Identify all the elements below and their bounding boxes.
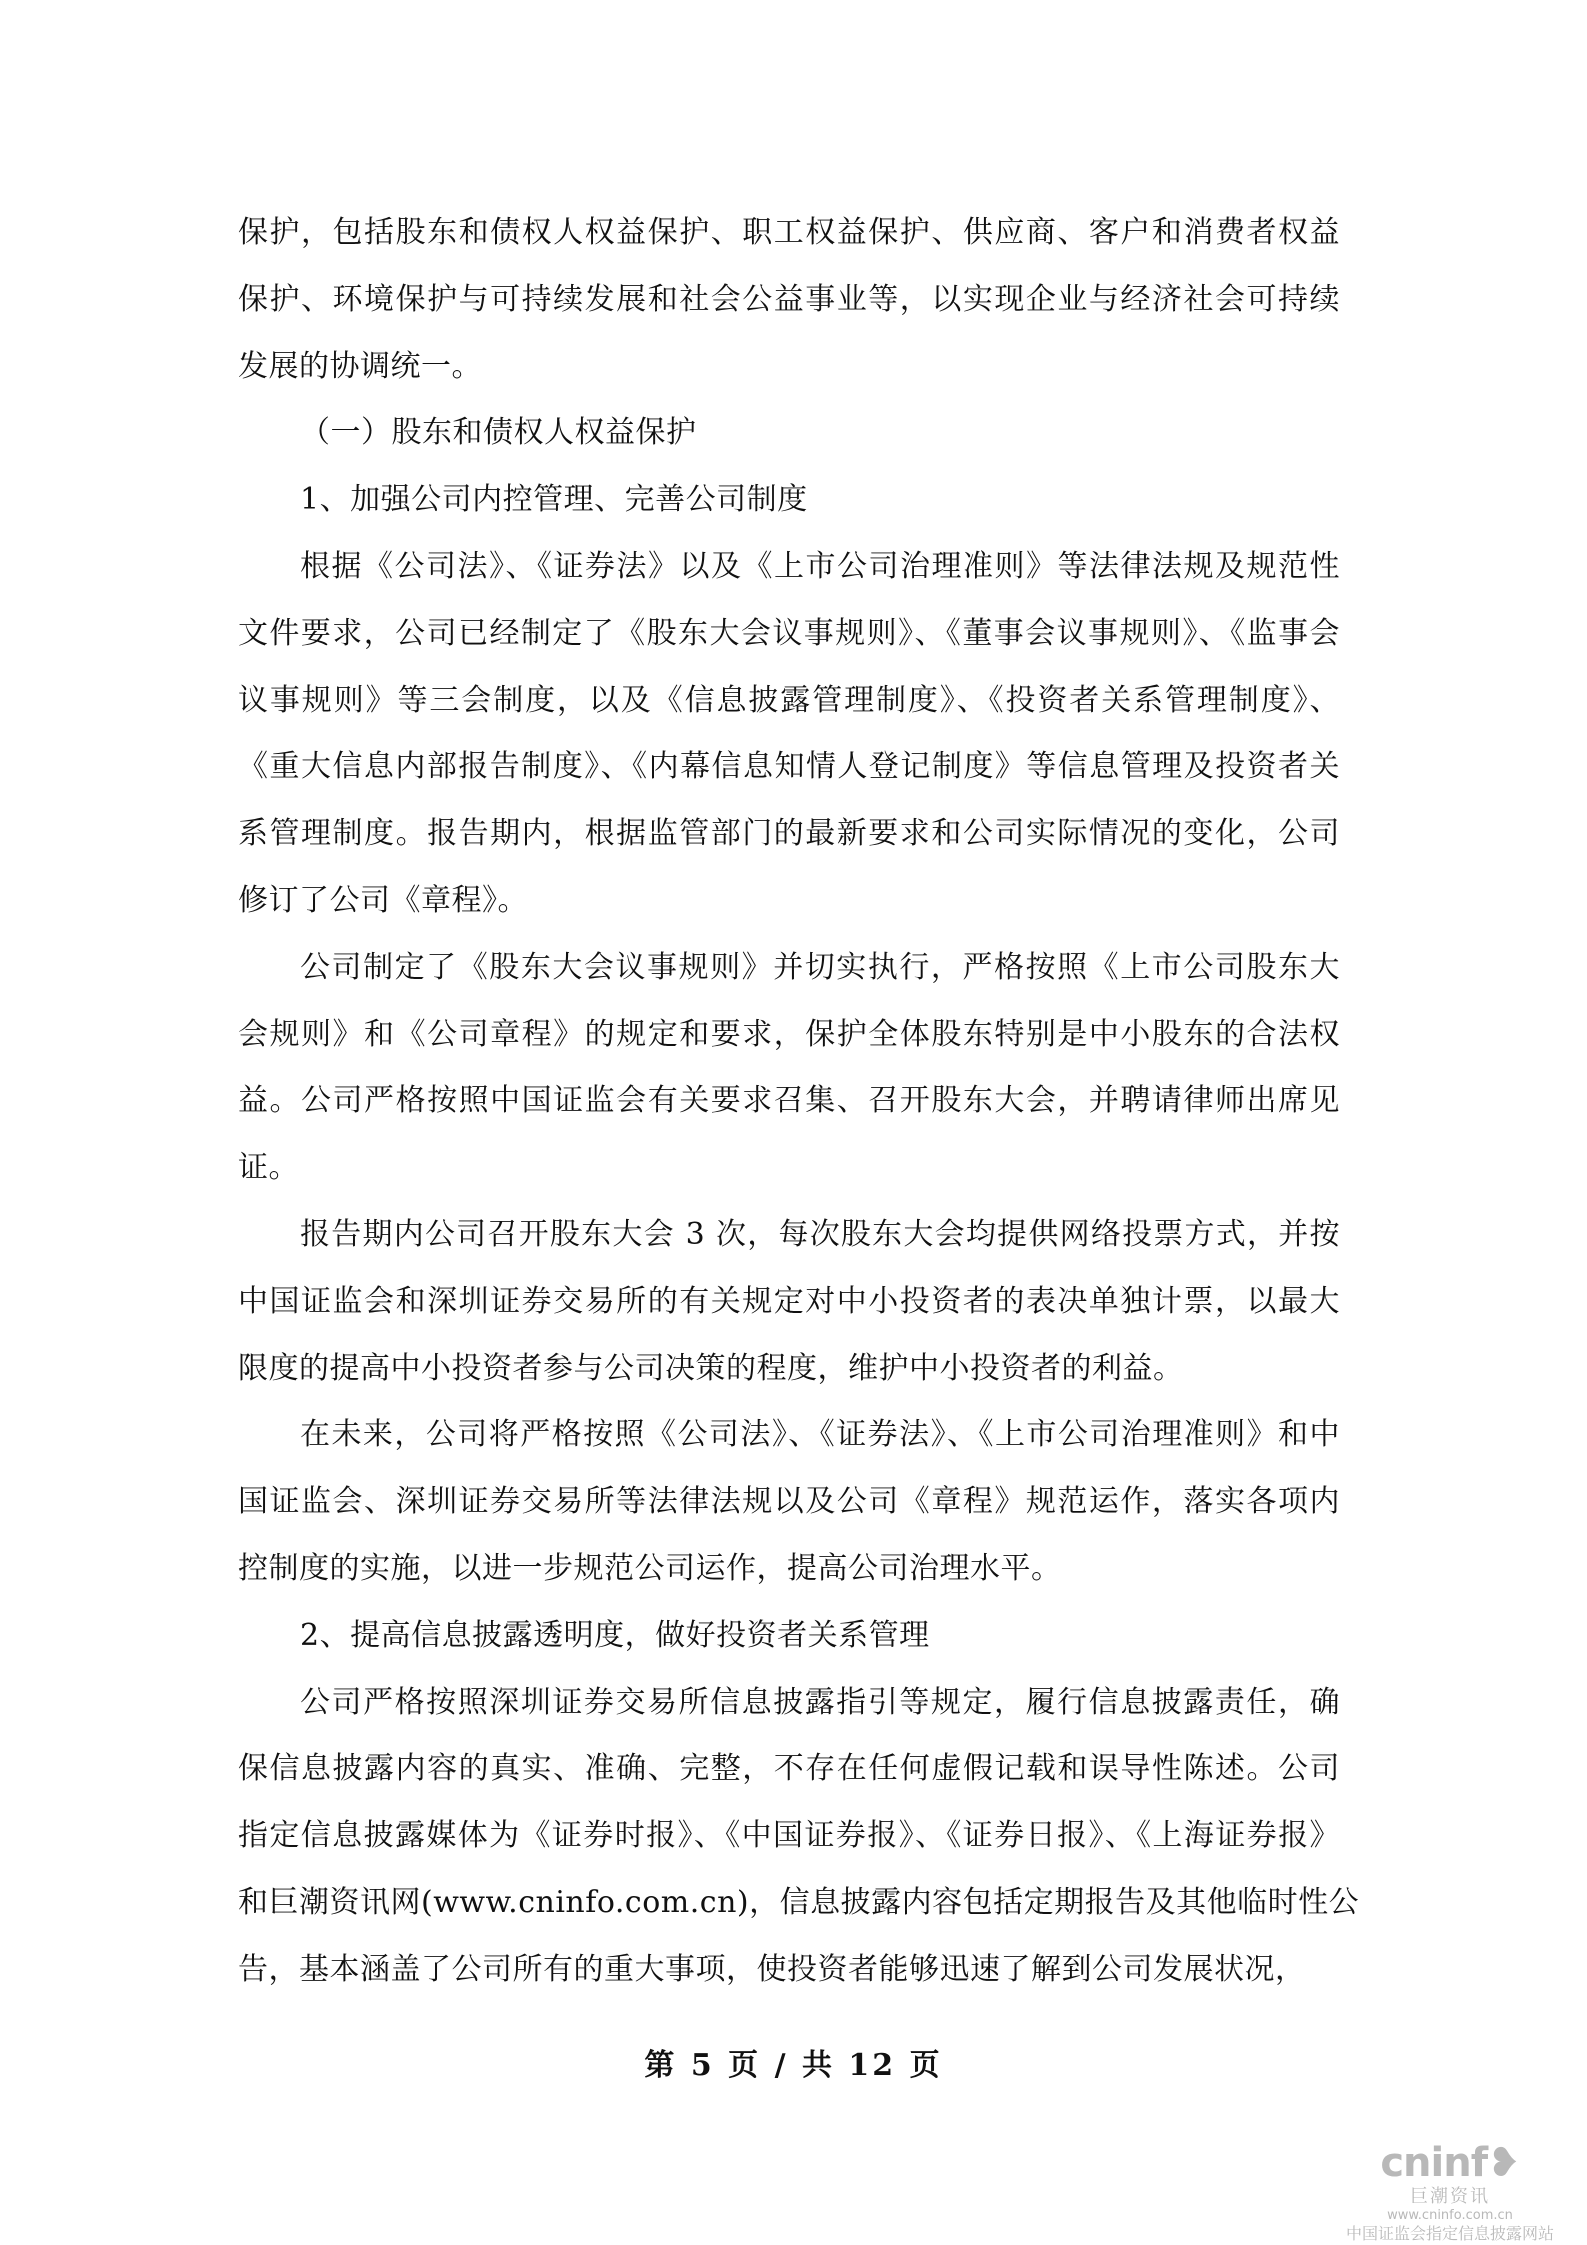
text-line: 2、提高信息披露透明度，做好投资者关系管理 (300, 1617, 930, 1653)
watermark-site: 中国证监会指定信息披露网站 (1345, 2224, 1554, 2243)
text-line: 中国证监会和深圳证券交易所的有关规定对中小投资者的表决单独计票，以最大 (238, 1283, 1340, 1319)
text-line: 发展的协调统一。 (238, 348, 482, 384)
text-line: 限度的提高中小投资者参与公司决策的程度，维护中小投资者的利益。 (238, 1350, 1184, 1386)
text-line: 保护，包括股东和债权人权益保护、职工权益保护、供应商、客户和消费者权益 (238, 215, 1340, 250)
swoosh-icon: ❥ (1487, 2140, 1520, 2186)
text-line: 指定信息披露媒体为《证券时报》、《中国证券报》、《证券日报》、《上海证券报》 (238, 1818, 1340, 1854)
text-line: 1、加强公司内控管理、完善公司制度 (300, 482, 808, 518)
paragraph (238, 1670, 1360, 2004)
text-line: （一）股东和债权人权益保护 (300, 415, 697, 451)
text-line: 和巨潮资讯网(www.cninfo.com.cn)，信息披露内容包括定期报告及其他临时性公 (238, 1884, 1360, 1920)
text-line: 保护、环境保护与可持续发展和社会公益事业等，以实现企业与经济社会可持续 (238, 281, 1340, 317)
paragraph (238, 534, 1340, 935)
text-line: 公司严格按照深圳证券交易所信息披露指引等规定，履行信息披露责任，确 (300, 1684, 1340, 1720)
text-line: 公司制定了《股东大会议事规则》并切实执行，严格按照《上市公司股东大 (300, 949, 1340, 985)
document-body (238, 200, 1360, 2004)
text-line: 报告期内公司召开股东大会 3 次，每次股东大会均提供网络投票方式，并按 (300, 1216, 1340, 1252)
cninfo-watermark (1335, 2140, 1565, 2244)
text-line: 《重大信息内部报告制度》、《内幕信息知情人登记制度》等信息管理及投资者关 (238, 749, 1340, 785)
watermark-brand: 巨潮资讯 (1410, 2186, 1490, 2207)
text-line: 保信息披露内容的真实、准确、完整，不存在任何虚假记载和误导性陈述。公司 (238, 1751, 1340, 1787)
watermark-url: www.cninfo.com.cn (1387, 2208, 1513, 2223)
text-line: 国证监会、深圳证券交易所等法律法规以及公司《章程》规范运作，落实各项内 (238, 1484, 1340, 1520)
text-line: 证。 (238, 1150, 299, 1186)
paragraph (238, 935, 1340, 1202)
text-line: 益。公司严格按照中国证监会有关要求召集、召开股东大会，并聘请律师出席见 (238, 1083, 1340, 1119)
paragraph (238, 467, 1340, 534)
text-line: 系管理制度。报告期内，根据监管部门的最新要求和公司实际情况的变化，公司 (238, 816, 1340, 852)
text-line: 控制度的实施，以进一步规范公司运作，提高公司治理水平。 (238, 1550, 1062, 1586)
paragraph (238, 1402, 1340, 1602)
text-line: 文件要求，公司已经制定了《股东大会议事规则》、《董事会议事规则》、《监事会 (238, 615, 1340, 651)
text-line: 议事规则》等三会制度，以及《信息披露管理制度》、《投资者关系管理制度》、 (238, 682, 1340, 718)
watermark-logo: cninf❥ (1380, 2140, 1520, 2186)
text-line: 在未来，公司将严格按照《公司法》、《证券法》、《上市公司治理准则》和中 (300, 1417, 1340, 1453)
text-line: 修订了公司《章程》。 (238, 882, 528, 918)
paragraph (238, 1202, 1340, 1402)
page-footer: 第 5 页 / 共 12 页 (644, 2048, 943, 2083)
text-line: 告，基本涵盖了公司所有的重大事项，使投资者能够迅速了解到公司发展状况， (238, 1951, 1306, 1987)
text-line: 会规则》和《公司章程》的规定和要求，保护全体股东特别是中小股东的合法权 (238, 1016, 1340, 1052)
paragraph (238, 200, 1340, 400)
paragraph (238, 1603, 1340, 1670)
text-line: 根据《公司法》、《证券法》以及《上市公司治理准则》等法律法规及规范性 (300, 548, 1340, 584)
paragraph (238, 400, 1340, 467)
